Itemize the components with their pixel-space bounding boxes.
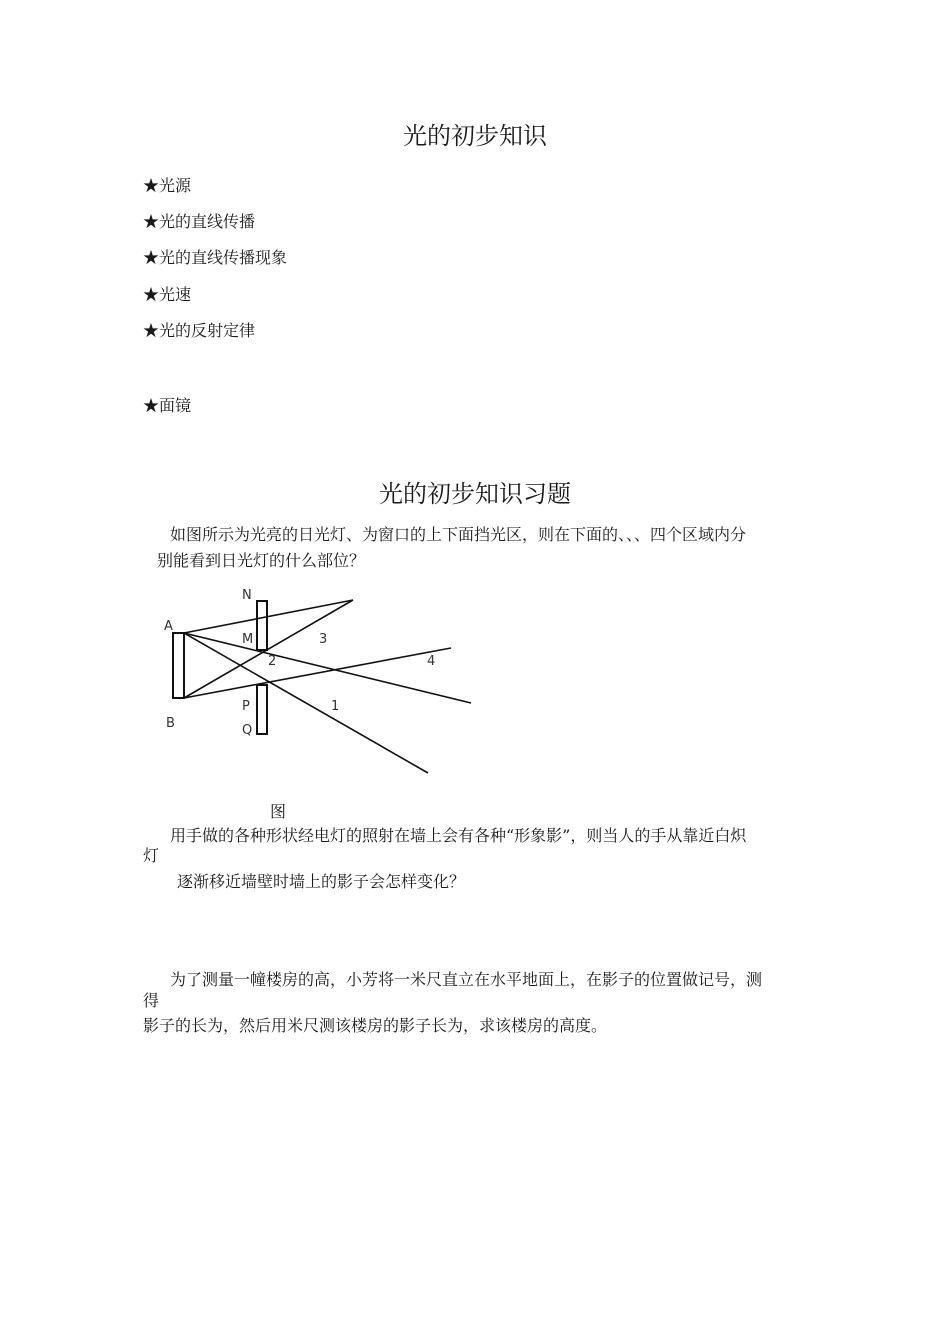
topic-mirrors: ★面镜 [143,396,192,415]
label-q: Q [242,723,253,738]
question-2-line-3: 逐渐移近墙壁时墙上的影子会怎样变化？ [177,872,466,891]
topic-rectilinear-propagation: ★光的直线传播 [143,212,256,231]
ray-a-upper [184,600,353,633]
label-b: B [166,716,175,731]
region-2-label: 2 [268,654,277,669]
question-1-line-1: 如图所示为光亮的日光灯、为窗口的上下面挡光区，则在下面的、、、四个区域内分 [170,525,747,544]
topic-law-of-reflection: ★光的反射定律 [143,321,256,340]
label-n: N [242,588,252,603]
lower-block-pq [257,685,267,734]
question-3-line-2: 得 [143,991,160,1010]
figure-caption: 图 [270,802,287,821]
question-3-line-1: 为了测量一幢楼房的高，小芳将一米尺直立在水平地面上，在影子的位置做记号，测 [170,970,763,989]
question-2-line-1: 用手做的各种形状经电灯的照射在墙上会有各种“形象影”，则当人的手从靠近白炽 [170,826,747,845]
label-m: M [242,632,254,647]
region-4-label: 4 [427,654,436,669]
question-3-line-3: 影子的长为，然后用米尺测该楼房的影子长为，求该楼房的高度。 [143,1016,608,1035]
ray-b-m [184,600,353,698]
topic-light-source: ★光源 [143,176,192,195]
fluorescent-lamp-ab [173,633,184,698]
question-1-line-2: 别能看到日光灯的什么部位？ [157,551,366,570]
ray-a-p [184,633,428,773]
upper-block-nm [257,601,267,650]
region-3-label: 3 [319,632,328,647]
topic-propagation-phenomena: ★光的直线传播现象 [143,248,288,267]
exercise-title: 光的初步知识习题 [379,480,571,508]
label-a: A [164,619,173,634]
region-1-label: 1 [331,699,340,714]
topic-speed-of-light: ★光速 [143,285,192,304]
page-title: 光的初步知识 [403,122,547,150]
question-2-line-2: 灯 [143,846,160,865]
label-p: P [242,699,250,714]
